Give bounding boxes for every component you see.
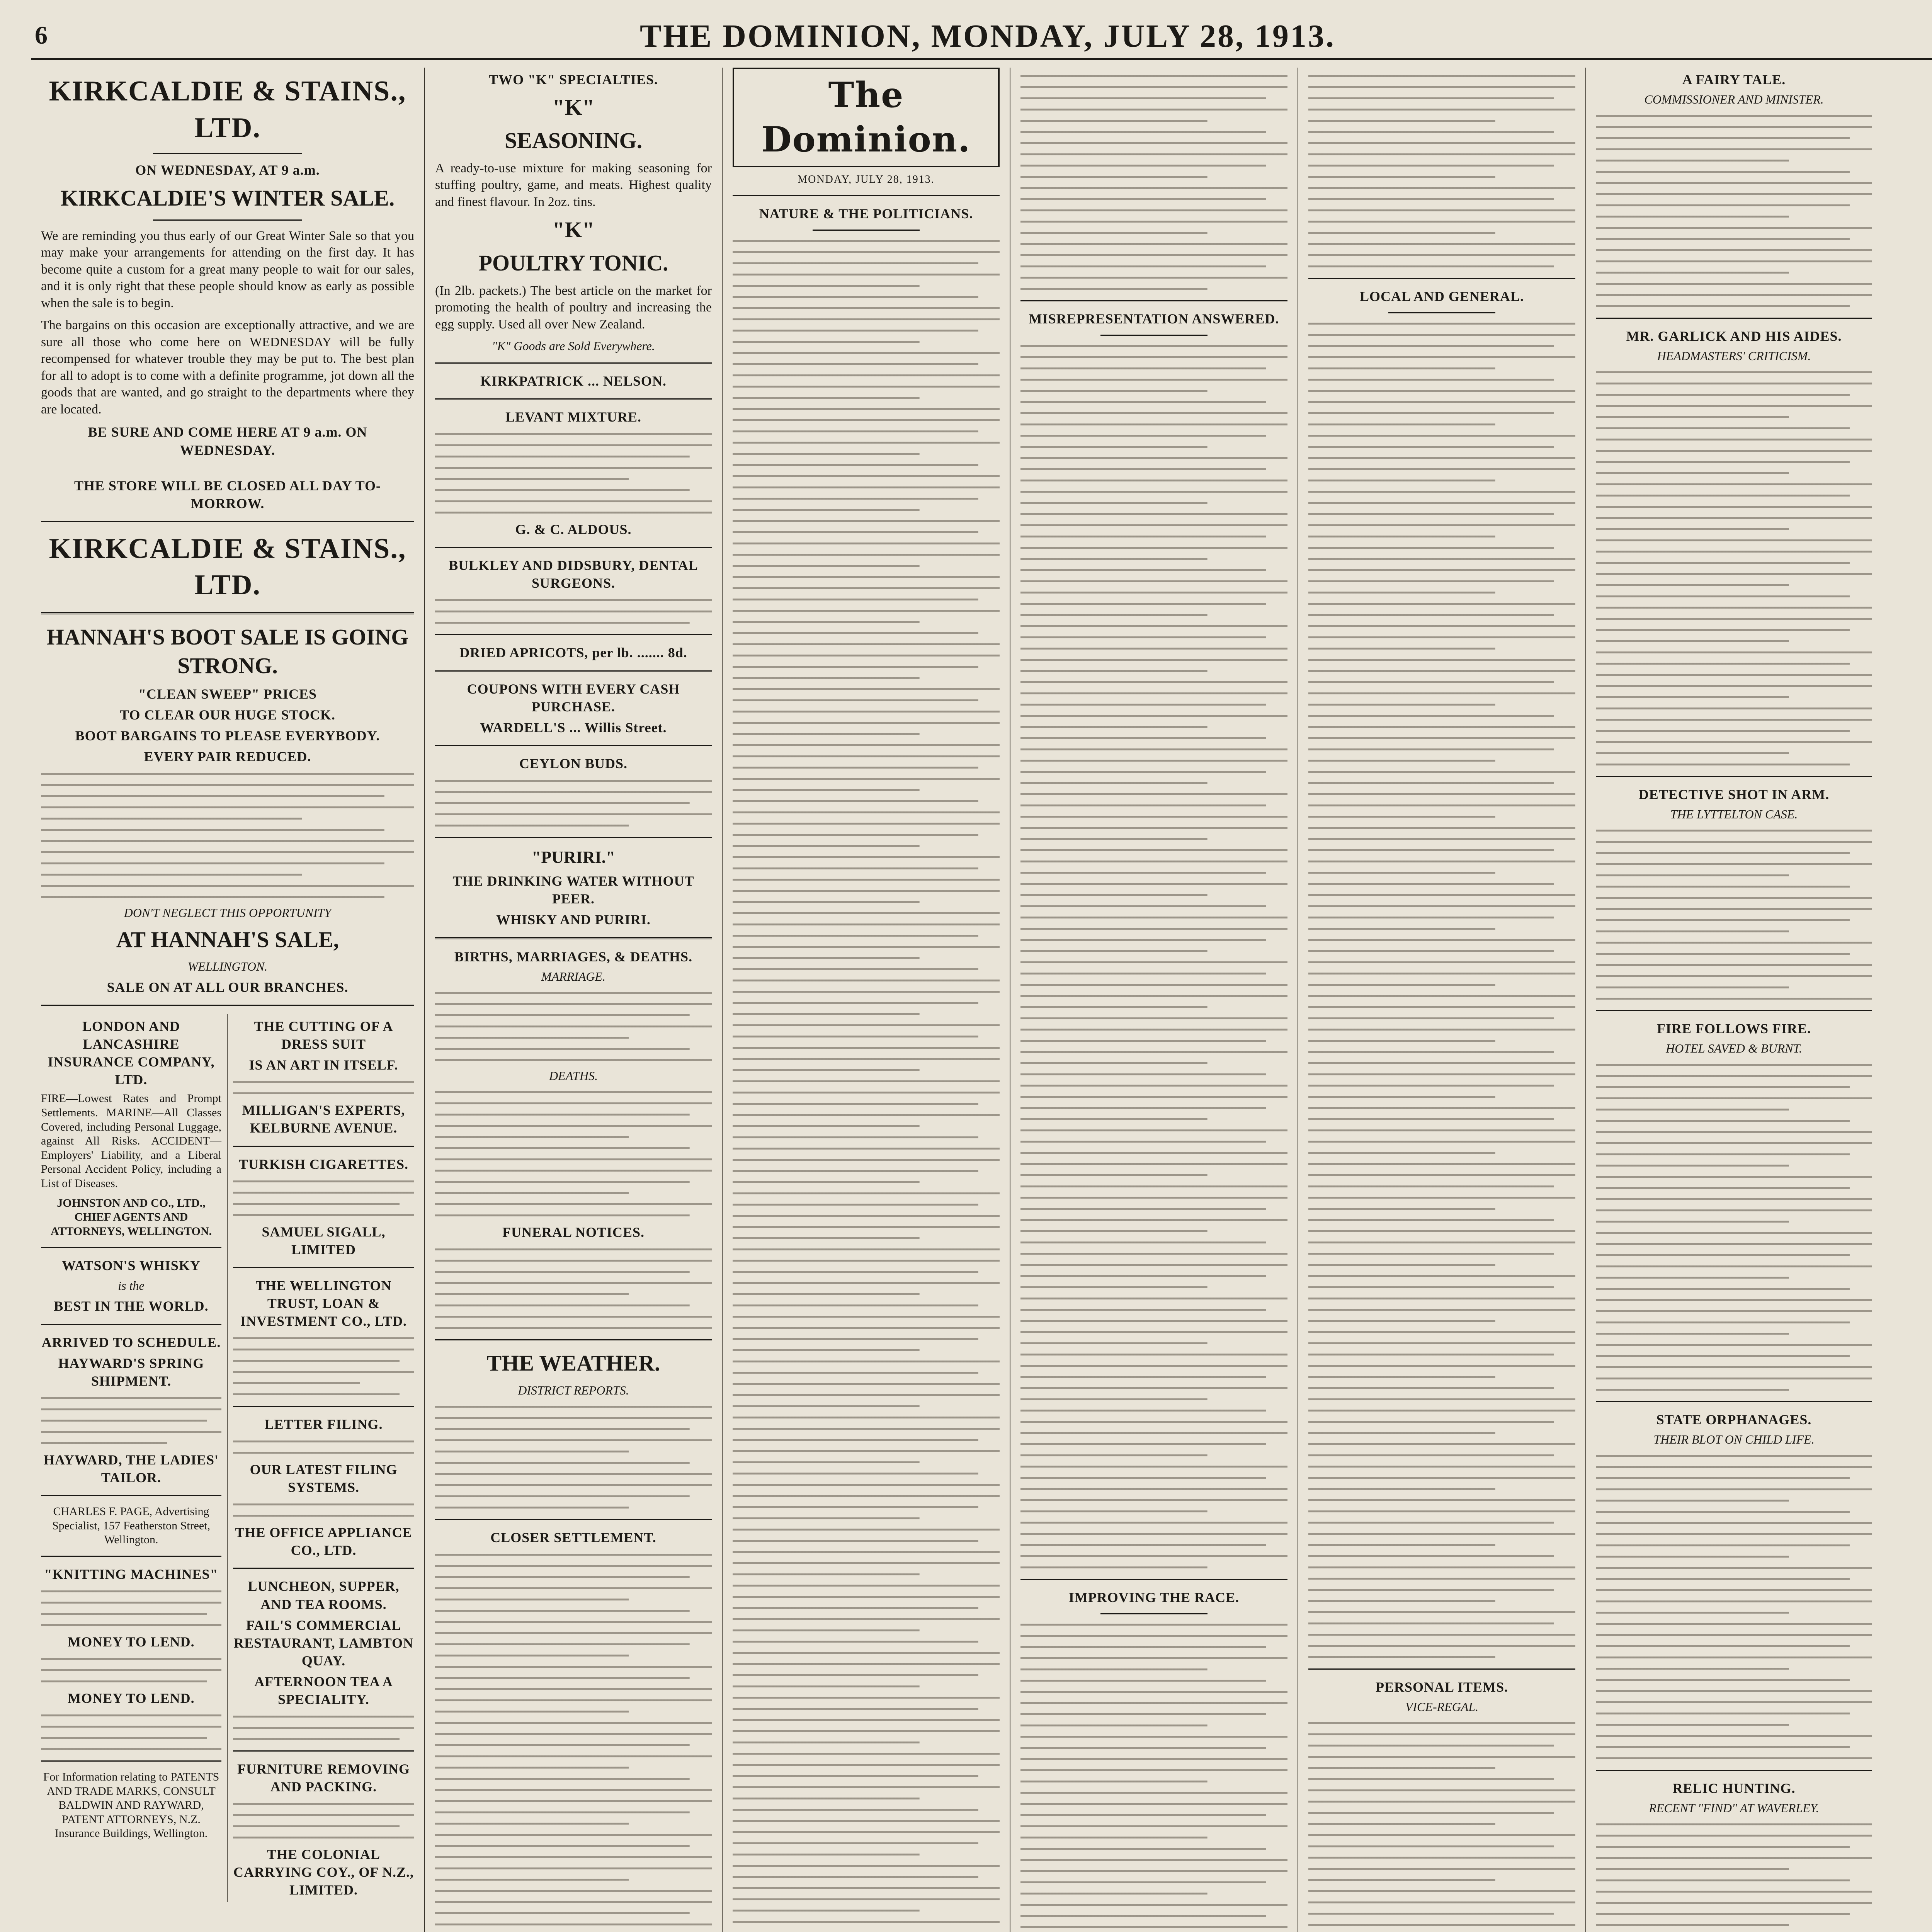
divider — [233, 1750, 414, 1752]
garlick-heading: MR. GARLICK AND HIS AIDES. — [1626, 328, 1842, 344]
london-agents: JOHNSTON AND CO., LTD., CHIEF AGENTS AND ATTORNEYS, WELLINGTON. — [50, 1196, 212, 1238]
divider — [435, 937, 712, 939]
divider — [41, 521, 414, 522]
divider — [233, 1406, 414, 1407]
lyttelton: THE LYTTELTON CASE. — [1670, 807, 1798, 821]
divider — [1596, 1010, 1872, 1011]
kirkcaldie-paragraph-1: We are reminding you thus early of our Great Winter Sale so that you may make your arrangements for attending on the first day. It has become quite a custom for a great many people to wait for our sales, and it is only right that these people should know as early as possible when the sale is to begin. — [41, 228, 414, 310]
divider — [435, 1339, 712, 1340]
col1-split — [41, 1014, 414, 1902]
fails: FAIL'S COMMERCIAL RESTAURANT, LAMBTON QUAY. — [233, 1617, 414, 1668]
page-ad: CHARLES F. PAGE, Advertising Specialist, 157 Featherston Street, Wellington. — [52, 1505, 211, 1546]
divider — [435, 837, 712, 838]
cutting-2: IS AN ART IN ITSELF. — [249, 1057, 398, 1073]
marriage: MARRIAGE. — [541, 969, 606, 984]
relic-sub: RECENT "FIND" AT WAVERLEY. — [1649, 1801, 1819, 1815]
garlick-sub: HEADMASTERS' CRITICISM. — [1657, 349, 1811, 363]
k-1: "K" — [552, 95, 595, 120]
misrep-heading: MISREPRESENTATION ANSWERED. — [1029, 311, 1279, 327]
col1-right — [228, 1014, 414, 1902]
wellington-trust: THE WELLINGTON TRUST, LOAN & INVESTMENT CO., LTD. — [240, 1277, 407, 1329]
watson-3: BEST IN THE WORLD. — [54, 1298, 209, 1314]
money-2: MONEY TO LEND. — [68, 1690, 195, 1706]
fairy-sub: COMMISSIONER AND MINISTER. — [1644, 92, 1824, 107]
detective-heading: DETECTIVE SHOT IN ARM. — [1638, 787, 1830, 803]
improving-heading: IMPROVING THE RACE. — [1068, 1590, 1240, 1605]
column-3 — [723, 68, 1010, 1932]
kirkpatrick: KIRKPATRICK ... NELSON. — [480, 373, 667, 389]
fire-heading: FIRE FOLLOWS FIRE. — [1656, 1021, 1811, 1037]
divider — [1596, 776, 1872, 777]
divider — [1100, 335, 1207, 336]
money-1: MONEY TO LEND. — [68, 1634, 195, 1650]
seasoning-text: A ready-to-use mixture for making seasoning for stuffing poultry, game, and meats. Highest quality and finest flavour. In 2oz. tins. — [435, 161, 712, 209]
hayward-2: HAYWARD'S SPRING SHIPMENT. — [58, 1355, 204, 1389]
sigall: SAMUEL SIGALL, LIMITED — [262, 1224, 386, 1257]
divider — [1308, 278, 1575, 279]
london-heading: LONDON AND LANCASHIRE INSURANCE COMPANY, LTD. — [48, 1019, 215, 1088]
hotel: HOTEL SAVED & BURNT. — [1666, 1041, 1802, 1056]
divider — [435, 362, 712, 364]
deaths: DEATHS. — [549, 1069, 598, 1083]
divider — [1596, 318, 1872, 319]
kirkcaldie-sale: KIRKCALDIE'S WINTER SALE. — [60, 185, 395, 211]
hannah-place: WELLINGTON. — [187, 959, 268, 974]
births: BIRTHS, MARRIAGES, & DEATHS. — [454, 949, 693, 965]
turkish: TURKISH CIGARETTES. — [238, 1156, 409, 1172]
two-k: TWO "K" SPECIALTIES. — [489, 72, 658, 87]
apricots: DRIED APRICOTS, per lb. ....... 8d. — [459, 645, 687, 661]
column-2 — [425, 68, 723, 1932]
furniture: FURNITURE REMOVING AND PACKING. — [237, 1761, 410, 1795]
improving-body — [1020, 1621, 1287, 1932]
aldous: G. & C. ALDOUS. — [515, 522, 632, 537]
vice-regal: VICE-REGAL. — [1405, 1700, 1479, 1714]
divider — [435, 398, 712, 400]
hayward-3: HAYWARD, THE LADIES' TAILOR. — [43, 1452, 219, 1485]
masthead-title: THE DOMINION, MONDAY, JULY 28, 1913. — [639, 18, 1336, 54]
weather-sub: DISTRICT REPORTS. — [518, 1383, 629, 1397]
weather: THE WEATHER. — [486, 1350, 660, 1376]
leader-heading: NATURE & THE POLITICIANS. — [759, 206, 973, 222]
cutting-1: THE CUTTING OF A DRESS SUIT — [254, 1019, 393, 1052]
colonial-carrying: THE COLONIAL CARRYING COY., OF N.Z., LIMITED. — [233, 1847, 414, 1898]
divider — [153, 219, 302, 221]
column-5 — [1298, 68, 1586, 1932]
divider — [435, 1519, 712, 1520]
hannah-sub-3: BOOT BARGAINS TO PLEASE EVERYBODY. — [75, 728, 380, 743]
bulkley: BULKLEY AND DIDSBURY, DENTAL SURGEONS. — [449, 558, 698, 591]
columns — [31, 68, 1932, 1932]
hannah-sub-1: "CLEAN SWEEP" PRICES — [138, 686, 317, 702]
kirkcaldie-paragraph-2: The bargains on this occasion are exceptionally attractive, and we are sure all those who come here on WEDNESDAY will be fully recompensed for whatever trouble they may be put to. The best plan for all to adopt is to come with a definite programme, jot down all the goods that are wanted, and go straight to the departments where they are located. — [41, 318, 414, 417]
divider — [1596, 1401, 1872, 1402]
personal-body — [1308, 1720, 1575, 1932]
ceylon: CEYLON BUDS. — [519, 755, 628, 771]
divider — [41, 612, 414, 614]
divider — [41, 1760, 221, 1762]
divider — [435, 547, 712, 548]
divider — [733, 195, 1000, 196]
kirkcaldie-closed: THE STORE WILL BE CLOSED ALL DAY TO-MORROW. — [74, 478, 381, 511]
local-heading: LOCAL AND GENERAL. — [1359, 289, 1524, 304]
whisky-puriri: WHISKY AND PURIRI. — [496, 912, 651, 928]
divider — [41, 1005, 414, 1006]
kirkcaldie-date: ON WEDNESDAY, AT 9 a.m. — [135, 162, 320, 178]
k-2: "K" — [552, 217, 595, 243]
knitting: "KNITTING MACHINES" — [44, 1566, 218, 1582]
divider — [233, 1568, 414, 1569]
london-text: FIRE—Lowest Rates and Prompt Settlements. MARINE—All Classes Covered, including Personal Luggage, against All Risks. ACCIDENT—Employers' Liability, and a Liberal Personal Accident Policy, including a List of Diseases. — [41, 1092, 221, 1190]
orphans-sub: THEIR BLOT ON CHILD LIFE. — [1653, 1432, 1815, 1447]
divider — [41, 1324, 221, 1325]
divider — [1100, 1613, 1207, 1614]
divider — [153, 153, 302, 154]
coupons: COUPONS WITH EVERY CASH PURCHASE. — [467, 681, 680, 714]
column-4 — [1010, 68, 1298, 1932]
dateline: MONDAY, JULY 28, 1913. — [798, 173, 935, 186]
milligan: MILLIGAN'S EXPERTS, KELBURNE AVENUE. — [242, 1102, 405, 1136]
divider — [233, 1267, 414, 1268]
hannah-sub-2: TO CLEAR OUR HUGE STOCK. — [120, 707, 335, 723]
leader-continued — [1020, 73, 1287, 292]
hannah-sale: AT HANNAH'S SALE, — [116, 927, 339, 952]
funeral: FUNERAL NOTICES. — [502, 1225, 645, 1240]
hayward-1: ARRIVED TO SCHEDULE. — [41, 1334, 221, 1350]
poultry: POULTRY TONIC. — [478, 250, 668, 276]
hannah-list — [41, 770, 414, 900]
hannah-heading: HANNAH'S BOOT SALE IS GOING STRONG. — [46, 624, 409, 679]
kirkcaldie-name: KIRKCALDIE & STAINS., LTD. — [49, 75, 406, 144]
kirkcaldie-name-2: KIRKCALDIE & STAINS., LTD. — [49, 532, 406, 601]
divider — [1020, 1579, 1287, 1580]
puriri: "PURIRI." — [531, 847, 616, 867]
divider — [41, 1247, 221, 1248]
watson-1: WATSON'S WHISKY — [62, 1258, 201, 1274]
luncheon: LUNCHEON, SUPPER, AND TEA ROOMS. — [248, 1578, 400, 1612]
filing-systems: OUR LATEST FILING SYSTEMS. — [250, 1462, 398, 1495]
personal-heading: PERSONAL ITEMS. — [1375, 1679, 1509, 1695]
relic-heading: RELIC HUNTING. — [1672, 1781, 1796, 1796]
divider — [813, 230, 919, 231]
hannah-sub-4: EVERY PAIR REDUCED. — [144, 748, 311, 764]
divider — [1596, 1770, 1872, 1771]
fairy-heading: A FAIRY TALE. — [1682, 72, 1786, 87]
divider — [1308, 1668, 1575, 1670]
column-1 — [31, 68, 425, 1932]
divider — [1020, 300, 1287, 301]
divider — [233, 1146, 414, 1147]
patents: For Information relating to PATENTS AND TRADE MARKS, CONSULT BALDWIN AND RAYWARD, PATENT ATTORNEYS, N.Z. Insurance Buildings, Wellington. — [43, 1770, 219, 1840]
local-body — [1308, 320, 1575, 1660]
kirkcaldie-come: BE SURE AND COME HERE AT 9 a.m. ON WEDNESDAY. — [88, 424, 367, 458]
col5-top-body — [1308, 73, 1575, 269]
col1-left — [41, 1014, 228, 1902]
poultry-text: (In 2lb. packets.) The best article on the market for promoting the health of poultry and increasing the egg supply. Used all over New Zealand. — [435, 283, 712, 332]
watson-2: is the — [118, 1278, 145, 1293]
wardell: WARDELL'S ... Willis Street. — [480, 719, 667, 735]
paper-name: The Dominion. — [733, 68, 1000, 167]
misrep-body — [1020, 343, 1287, 1570]
office-appliance: THE OFFICE APPLIANCE CO., LTD. — [235, 1525, 412, 1558]
orphans-heading: STATE ORPHANAGES. — [1656, 1412, 1812, 1428]
column-6 — [1586, 68, 1882, 1932]
closer: CLOSER SETTLEMENT. — [490, 1529, 656, 1545]
hannah-branches: SALE ON AT ALL OUR BRANCHES. — [107, 980, 349, 995]
page-number: 6 — [35, 21, 48, 49]
masthead — [31, 15, 1932, 60]
seasoning: SEASONING. — [504, 128, 643, 153]
k-goods: "K" Goods are Sold Everywhere. — [492, 339, 655, 353]
divider — [435, 745, 712, 746]
levant: LEVANT MIXTURE. — [505, 409, 641, 425]
divider — [41, 1495, 221, 1496]
afternoon-tea: AFTERNOON TEA A SPECIALITY. — [254, 1673, 393, 1707]
divider — [1388, 312, 1495, 313]
hannah-neglect: DON'T NEGLECT THIS OPPORTUNITY — [124, 905, 332, 920]
divider — [41, 1556, 221, 1557]
divider — [435, 670, 712, 672]
letter-filing: LETTER FILING. — [264, 1417, 383, 1432]
puriri-text: THE DRINKING WATER WITHOUT PEER. — [452, 873, 694, 907]
divider — [435, 634, 712, 635]
leader-body — [733, 238, 1000, 1932]
